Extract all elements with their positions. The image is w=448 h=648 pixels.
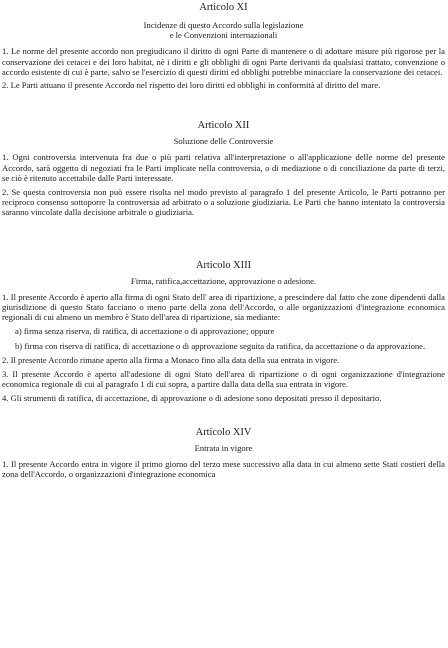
article-11-paragraph-2: 2. Le Parti attuano il presente Accordo nel rispetto dei loro diritti ed obblighi in conformità al diritto del mare. [2, 80, 381, 91]
article-11-paragraph-1: 1. Le norme del presente accordo non pregiudicano il diritto di ogni Parte di mantenere o di adottare misure più rigorose per la conservazione dei cetacei e dei loro habitat, nè i diritti e gli obblighi di ogni Parte derivanti da qualsiasi trattato, convenzione o accordo esistente di cui è parte, salvo se l'esercizio di questi diritti ed obblighi potrebbe minacciare la conservazione dei cetacei. [2, 46, 445, 77]
article-14-title: Articolo XIV [195, 426, 252, 438]
article-14-subtitle: Entrata in vigore [194, 442, 253, 453]
article-12-subtitle: Soluzione delle Controversie [173, 136, 274, 147]
article-13-title: Articolo XIII [195, 259, 252, 271]
article-13-subtitle: Firma, ratifica,accettazione, approvazione o adesione. [130, 275, 317, 286]
article-13-paragraph-2: 2. Il presente Accordo rimane aperto alla firma a Monaco fino alla data della sua entrata in vigore. [2, 354, 340, 365]
article-13-paragraph-3: 3. Il presente Accordo è aperto all'adesione di ogni Stato dell'area di ripartizione o di ogni organizzazione d'integrazione economica regionale di cui al paragrafo 1 di cui sopra, a partire dalla data della sua entrata in vigore. [2, 369, 445, 390]
article-11-subtitle-line-2: e le Convenzioni internazionali [169, 30, 278, 41]
article-14-paragraph-1: 1. Il presente Accordo entra in vigore il primo giorno del terzo mese successivo alla data in cui almeno sette Stati costieri della zona dell'Accordo, o organizzazioni d'integrazione economica [2, 458, 445, 480]
article-13-paragraph-4: 4. Gli strumenti di ratifica, di accettazione, di approvazione o di adesione sono depositati presso il depositario. [2, 393, 382, 404]
article-11-title: Articolo XI [199, 2, 248, 13]
article-13-item-a: a) firma senza riserva, di ratifica, di accettazione o di approvazione; oppure [15, 326, 275, 337]
article-13-item-b: b) firma con riserva di ratifica, di accettazione o di approvazione seguita da ratifica, da accettazione o da approvazione. [15, 340, 426, 351]
article-11-subtitle-line-1: Incidenze di questo Accordo sulla legislazione [143, 20, 304, 30]
article-13-paragraph-1: 1. Il presente Accordo è aperto alla firma di ogni Stato dell' area di ripartizione, a prescindere dal fatto che zone dipendenti dalla giurisdizione di questo Stato facciano o meno parte della zona dell'Accordo, o alle organizzazioni d'integrazione economica regionali di cui almeno un membro è Stato dell'area di ripartizione, sia mediante: [2, 291, 445, 323]
article-12-title: Articolo XII [197, 120, 250, 132]
article-12-paragraph-2: 2. Se questa controversia non può essere risolta nel modo previsto al paragrafo 1 del presente Articolo, le Parti potranno per reciproco consenso sottoporre la controversia ad arbitrato o a soluzione giudiziaria. Le Parti che hanno intentato la controversia saranno vincolate dalla decisione arbitrale o giudiziaria. [2, 187, 445, 218]
article-12-paragraph-1: 1. Ogni controversia intervenuta fra due o più parti relativa all'interpretazione o all'applicazione delle norme del presente Accordo, sarà oggetto di negoziati fra le Parti implicate nella controversia, o di mediazione o di conciliazione da parte di terzi, se ciò è ritenuto accettabile dalle Parti interessate. [2, 152, 445, 183]
document-page [0, 2, 448, 648]
